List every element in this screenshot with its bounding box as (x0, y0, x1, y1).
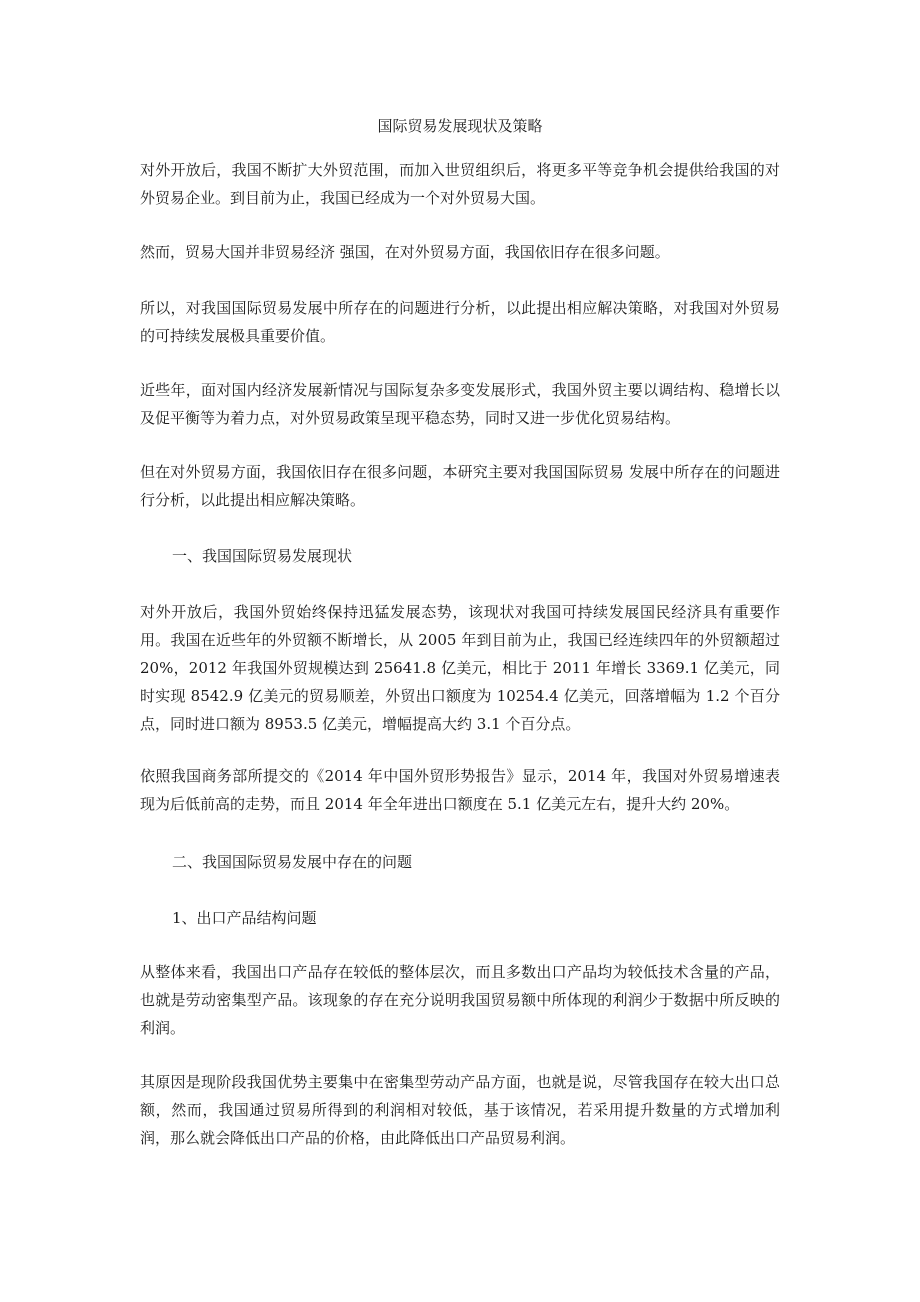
subsection-heading-1: 1、出口产品结构问题 (172, 909, 317, 927)
paragraph-9: 其原因是现阶段我国优势主要集中在密集型劳动产品方面，也就是说，尽管我国存在较大出口总额，然而，我国通过贸易所得到的利润相对较低，基于该情况，若采用提升数量的方式增加利润，那么就会降低出口产品的价格，由此降低出口产品贸易利润。 (140, 1073, 780, 1147)
paragraph-8: 从整体来看，我国出口产品存在较低的整体层次，而且多数出口产品均为较低技术含量的产品，也就是劳动密集型产品。该现象的存在充分说明我国贸易额中所体现的利润少于数据中所反映的利润。 (140, 963, 780, 1037)
paragraph-4: 近些年，面对国内经济发展新情况与国际复杂多变发展形式，我国外贸主要以调结构、稳增长以及促平衡等为着力点，对外贸易政策呈现平稳态势，同时又进一步优化贸易结构。 (140, 381, 780, 427)
paragraph-2: 然而，贸易大国并非贸易经济 强国，在对外贸易方面，我国依旧存在很多问题。 (140, 243, 670, 261)
paragraph-6: 对外开放后，我国外贸始终保持迅猛发展态势，该现状对我国可持续发展国民经济具有重要作用。我国在近些年的外贸额不断增长，从 2005 年到目前为止，我国已经连续四年的外贸额超过 20%，2012 年我国外贸规模达到 25641.8 亿美元，相比于 2011 年增长 3369.1 亿美元，同时实现 8542.9 亿美元的贸易顺差，外贸出口额度为 10254.4 亿美元，回落增幅为 1.2 个百分点，同时进口额为 8953.5 亿美元，增幅提高大约 3.1 个百分点。 (140, 603, 780, 733)
paragraph-5: 但在对外贸易方面，我国依旧存在很多问题，本研究主要对我国国际贸易 发展中所存在的问题进行分析，以此提出相应解决策略。 (140, 463, 780, 509)
section-heading-1: 一、我国国际贸易发展现状 (172, 547, 353, 565)
paragraph-1: 对外开放后，我国不断扩大外贸范围，而加入世贸组织后，将更多平等竞争机会提供给我国的对外贸易企业。到目前为止，我国已经成为一个对外贸易大国。 (140, 161, 780, 207)
paragraph-7: 依照我国商务部所提交的《2014 年中国外贸形势报告》显示，2014 年，我国对外贸易增速表现为后低前高的走势，而且 2014 年全年进出口额度在 5.1 亿美元左右，提升大约 20%。 (140, 767, 780, 813)
paragraph-3: 所以，对我国国际贸易发展中所存在的问题进行分析，以此提出相应解决策略，对我国对外贸易的可持续发展极具重要价值。 (140, 299, 780, 345)
section-heading-2: 二、我国国际贸易发展中存在的问题 (172, 853, 413, 871)
document-title: 国际贸易发展现状及策略 (377, 117, 543, 135)
